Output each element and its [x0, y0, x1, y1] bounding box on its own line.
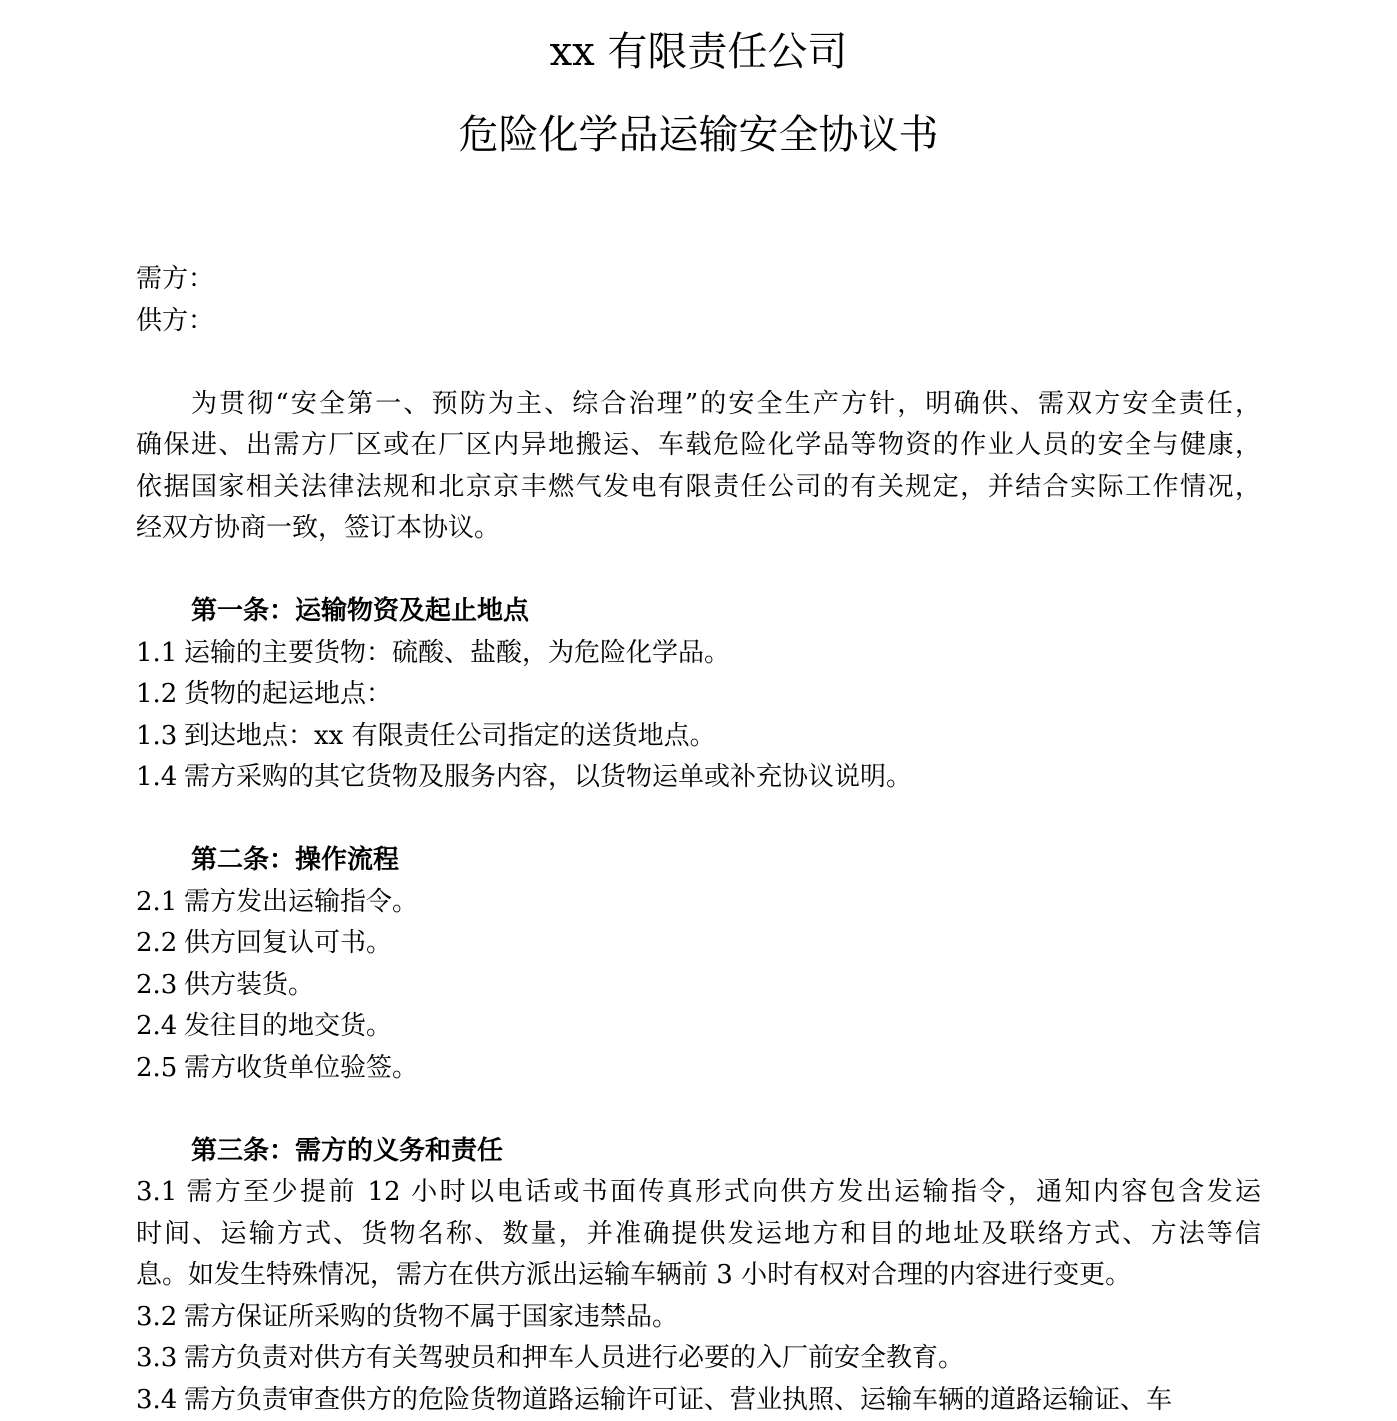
item-continuation: 时间、运输方式、货物名称、数量，并准确提供发运地方和目的地址及联络方式、方法等信 [136, 1214, 1261, 1256]
preamble-line-2: 确保进、出需方厂区或在厂区内异地搬运、车载危险化学品等物资的作业人员的安全与健康， [136, 425, 1261, 467]
item-text: 需方负责对供方有关驾驶员和押车人员进行必要的入厂前安全教育。 [184, 1343, 964, 1373]
list-item [136, 1006, 1261, 1048]
item-number: 2.2 [136, 923, 184, 965]
list-item [136, 965, 1261, 1007]
item-text: 到达地点：xx 有限责任公司指定的送货地点。 [184, 721, 716, 751]
item-number: 1.4 [136, 757, 184, 799]
preamble-line-1: 为贯彻“安全第一、预防为主、综合治理”的安全生产方针，明确供、需双方安全责任， [136, 384, 1261, 426]
item-text: 需方至少提前 12 小时以电话或书面传真形式向供方发出运输指令，通知内容包含发运 [184, 1177, 1261, 1207]
list-item [136, 1338, 1261, 1380]
item-text: 需方保证所采购的货物不属于国家违禁品。 [184, 1302, 678, 1332]
list-item [136, 757, 1261, 799]
item-number: 2.1 [136, 882, 184, 924]
list-item [136, 1048, 1261, 1090]
item-number: 3.3 [136, 1338, 184, 1380]
list-item [136, 882, 1261, 924]
preamble-line-4: 经双方协商一致，签订本协议。 [136, 508, 1261, 550]
item-text: 运输的主要货物：硫酸、盐酸，为危险化学品。 [184, 638, 730, 668]
item-number: 2.3 [136, 965, 184, 1007]
item-text: 需方发出运输指令。 [184, 887, 418, 917]
item-text: 需方采购的其它货物及服务内容，以货物运单或补充协议说明。 [184, 762, 912, 792]
document-body [136, 259, 1261, 1421]
document-title: 危险化学品运输安全协议书 [0, 109, 1397, 161]
item-number: 1.1 [136, 633, 184, 675]
preamble-line-3: 依据国家相关法律法规和北京京丰燃气发电有限责任公司的有关规定，并结合实际工作情况， [136, 467, 1261, 509]
list-item [136, 1297, 1261, 1339]
item-number: 1.2 [136, 674, 184, 716]
supply-party-label: 供方： [136, 301, 1261, 343]
item-number: 3.4 [136, 1380, 184, 1421]
item-text: 供方装货。 [184, 970, 314, 1000]
list-item [136, 716, 1261, 758]
item-number: 2.5 [136, 1048, 184, 1090]
article-3-heading: 第三条：需方的义务和责任 [136, 1131, 1261, 1173]
list-item [136, 1172, 1261, 1214]
article-1-heading: 第一条：运输物资及起止地点 [136, 591, 1261, 633]
list-item [136, 633, 1261, 675]
list-item [136, 674, 1261, 716]
item-text: 发往目的地交货。 [184, 1011, 392, 1041]
item-text: 需方负责审查供方的危险货物道路运输许可证、营业执照、运输车辆的道路运输证、车 [184, 1385, 1172, 1415]
item-continuation: 息。如发生特殊情况，需方在供方派出运输车辆前 3 小时有权对合理的内容进行变更。 [136, 1255, 1261, 1297]
article-2-heading: 第二条：操作流程 [136, 840, 1261, 882]
item-number: 3.2 [136, 1297, 184, 1339]
item-number: 2.4 [136, 1006, 184, 1048]
list-item [136, 1380, 1261, 1421]
item-text: 供方回复认可书。 [184, 928, 392, 958]
item-number: 3.1 [136, 1172, 184, 1214]
list-item [136, 923, 1261, 965]
item-text: 需方收货单位验签。 [184, 1053, 418, 1083]
demand-party-label: 需方： [136, 259, 1261, 301]
item-number: 1.3 [136, 716, 184, 758]
item-text: 货物的起运地点： [184, 679, 392, 709]
company-title: xx 有限责任公司 [0, 26, 1397, 78]
